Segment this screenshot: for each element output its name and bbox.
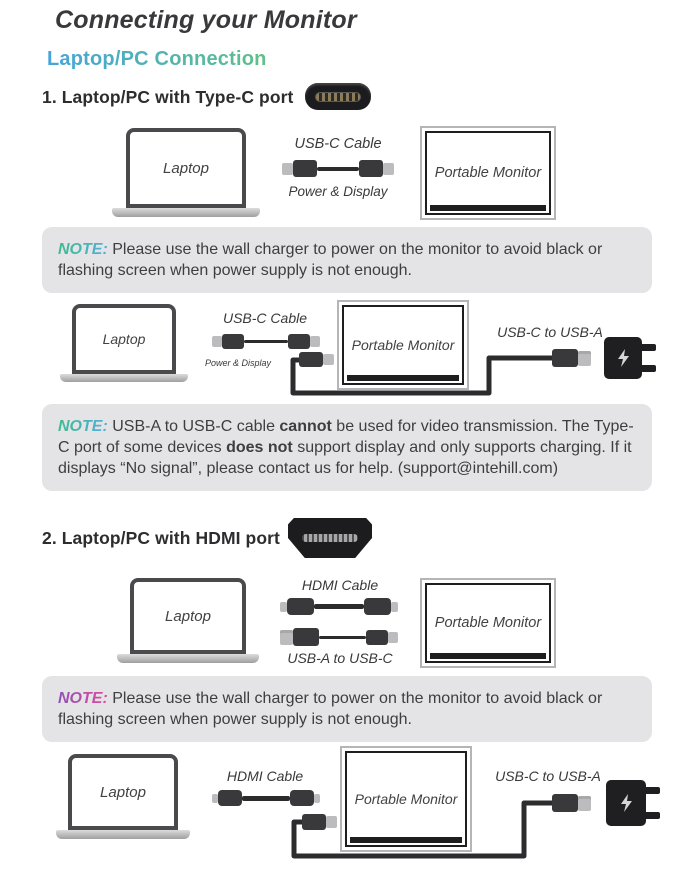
section-heading-typec: 1. Laptop/PC with Type-C port bbox=[42, 87, 294, 107]
charger-prong bbox=[646, 812, 660, 819]
laptop-icon bbox=[68, 754, 178, 830]
portable-monitor-label: Portable Monitor bbox=[354, 791, 458, 807]
usb-a-plug-icon bbox=[552, 349, 591, 367]
usb-c-to-usb-a-label: USB-C to USB-A bbox=[497, 324, 603, 340]
laptop-label: Laptop bbox=[102, 331, 146, 347]
hdmi-cable-label: HDMI Cable bbox=[301, 577, 379, 593]
portable-monitor-label: Portable Monitor bbox=[434, 615, 542, 631]
note-text: USB-A to USB-C cable cannot be used for video transmission. The Type-C port of some devices does not support display and only supports charging. If it displays “No signal”, please contact us for help. (support@intehill.com) bbox=[58, 418, 634, 478]
monitor-stand-bar bbox=[430, 653, 546, 659]
page-title: Connecting your Monitor bbox=[55, 6, 357, 34]
hdmi-cable-icon bbox=[280, 598, 398, 615]
laptop-base bbox=[56, 830, 190, 839]
portable-monitor-icon bbox=[420, 126, 556, 220]
portable-monitor-label: Portable Monitor bbox=[351, 337, 455, 353]
note-box-3 bbox=[42, 676, 652, 742]
diagram-hdmi-dual-cable bbox=[0, 572, 692, 674]
usb-c-to-usb-a-label: USB-C to USB-A bbox=[495, 768, 601, 784]
portable-monitor-icon bbox=[340, 746, 472, 852]
laptop-base bbox=[117, 654, 259, 663]
note-label: NOTE: bbox=[58, 418, 108, 435]
portable-monitor-icon bbox=[420, 578, 556, 668]
laptop-base bbox=[112, 208, 260, 217]
lightning-bolt-icon bbox=[620, 794, 633, 812]
diagram-hdmi-charger bbox=[0, 742, 692, 876]
section-heading-hdmi: 2. Laptop/PC with HDMI port bbox=[42, 528, 280, 548]
laptop-icon bbox=[72, 304, 176, 374]
note-bold-does-not: does not bbox=[226, 439, 293, 457]
charger-prong bbox=[642, 365, 656, 372]
note-box-1 bbox=[42, 227, 652, 293]
laptop-label: Laptop bbox=[100, 783, 146, 801]
power-display-label: Power & Display bbox=[288, 184, 388, 199]
usb-a-to-usb-c-label: USB-A to USB-C bbox=[287, 650, 393, 666]
hdmi-port-icon bbox=[288, 518, 372, 558]
section-subtitle: Laptop/PC Connection bbox=[47, 48, 267, 70]
portable-monitor-label: Portable Monitor bbox=[434, 165, 542, 181]
diagram-typec-charger bbox=[0, 296, 692, 414]
note-label: NOTE: bbox=[58, 690, 108, 707]
monitor-stand-bar bbox=[350, 837, 462, 843]
monitor-stand-bar bbox=[430, 205, 546, 211]
note-label: NOTE: bbox=[58, 241, 108, 258]
portable-monitor-icon bbox=[337, 300, 469, 390]
note-text: Please use the wall charger to power on the monitor to avoid black or flashing screen when power supply is not enough. bbox=[58, 690, 603, 729]
usb-c-cable-label: USB-C Cable bbox=[222, 310, 308, 326]
usb-c-port-slot bbox=[315, 92, 361, 102]
note-bold-cannot: cannot bbox=[279, 418, 332, 435]
usb-c-cable-label: USB-C Cable bbox=[294, 136, 382, 152]
power-display-label: Power & Display bbox=[205, 358, 272, 368]
note-text: Please use the wall charger to power on the monitor to avoid black or flashing screen when power supply is not enough. bbox=[58, 241, 603, 280]
laptop-label: Laptop bbox=[163, 159, 209, 177]
charger-prong bbox=[646, 787, 660, 794]
usb-c-plug-icon bbox=[299, 352, 334, 367]
monitor-stand-bar bbox=[347, 375, 459, 381]
note-box-2 bbox=[42, 404, 652, 491]
hdmi-cable-label: HDMI Cable bbox=[226, 768, 304, 784]
usb-c-cable-icon bbox=[212, 334, 320, 349]
usb-a-to-usb-c-cable-icon bbox=[280, 628, 398, 646]
usb-c-cable-icon bbox=[282, 160, 394, 177]
hdmi-cable-icon bbox=[212, 790, 320, 806]
wall-charger-icon bbox=[606, 780, 646, 826]
wall-charger-icon bbox=[604, 337, 642, 379]
laptop-label: Laptop bbox=[165, 607, 211, 625]
laptop-icon bbox=[126, 128, 246, 208]
charger-prong bbox=[642, 344, 656, 351]
laptop-icon bbox=[130, 578, 246, 654]
hdmi-port-slot bbox=[302, 534, 358, 542]
laptop-base bbox=[60, 374, 188, 382]
usb-a-plug-icon bbox=[552, 794, 591, 812]
usb-c-port-icon bbox=[305, 83, 371, 110]
diagram-typec-direct bbox=[0, 122, 692, 226]
usb-c-plug-icon bbox=[302, 814, 337, 830]
lightning-bolt-icon bbox=[617, 349, 630, 367]
